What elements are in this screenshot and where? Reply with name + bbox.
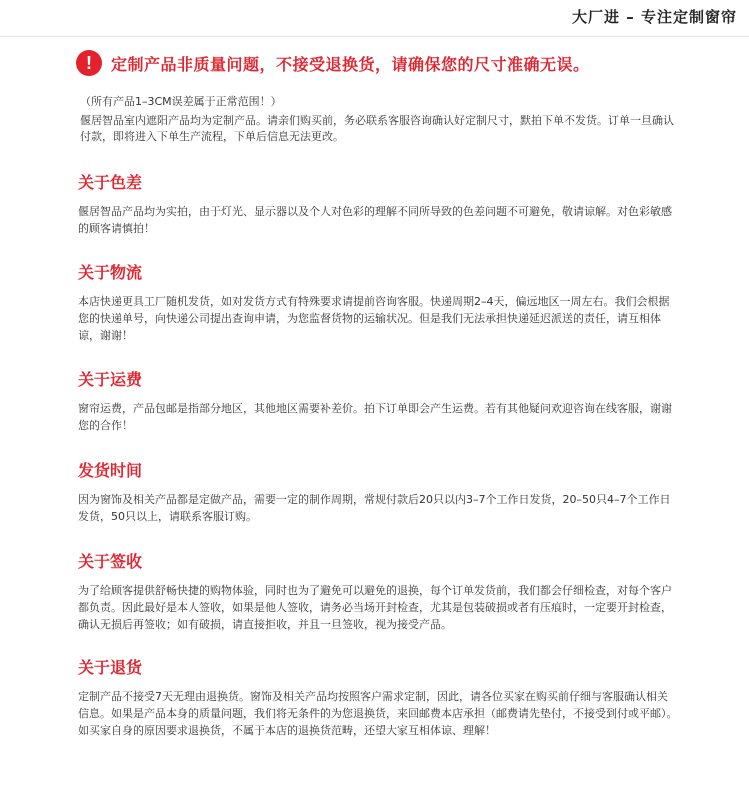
- custom-order-desc: 偃居智品室内遮阳产品均为定制产品。请亲们购买前，务必联系客服咨询确认好定制尺寸，默拍下单不发货。订单一旦确认付款，即将进入下单生产流程，下单后信息无法更改。: [80, 114, 674, 143]
- section-title: 关于色差: [78, 173, 143, 192]
- section-delivery-time: [78, 460, 678, 525]
- notice-intro: [80, 94, 680, 145]
- section-signing: [78, 551, 678, 633]
- section-color-difference: [78, 172, 678, 237]
- notice-title: 定制产品非质量问题，不接受退换货，请确保您的尺寸准确无误。: [111, 54, 590, 74]
- section-title: 关于退货: [78, 658, 143, 677]
- section-body: 定制产品不接受7天无理由退换货。窗饰及相关产品均按照客户需求定制，因此，请各位买家在购买前仔细与客服确认相关信息。如果是产品本身的质量问题，我们将无条件的为您退换货，来回邮费本店承担（邮费请先垫付，不接受到付或平邮）。如买家自身的原因要求退换货，不属于本店的退换货范畴，还望大家互相体谅、理解！: [78, 690, 678, 737]
- section-body: 窗帘运费，产品包邮是指部分地区，其他地区需要补差价。拍下订单即会产生运费。若有其他疑问欢迎咨询在线客服，谢谢您的合作！: [78, 402, 672, 432]
- section-body: 为了给顾客提供舒畅快捷的购物体验，同时也为了避免可以避免的退换，每个订单发货前，我们都会仔细检查，对每个客户都负责。因此最好是本人签收，如果是他人签收，请务必当场开封检查，尤其是包装破损或者有压痕时，一定要开封检查，确认无损后再签收；如有破损，请直接拒收，并且一旦签收，视为接受产品。: [78, 584, 672, 631]
- section-logistics: [78, 262, 678, 344]
- section-returns: [78, 657, 678, 739]
- section-body: 偃居智品产品均为实拍，由于灯光、显示器以及个人对色彩的理解不同所导致的色差问题不可避免，敬请谅解。对色彩敏感的顾客请慎拍！: [78, 205, 672, 235]
- section-title: 关于运费: [78, 370, 143, 389]
- top-bar: [0, 0, 749, 37]
- exclamation-icon: !: [76, 50, 102, 76]
- section-title: 关于签收: [78, 552, 143, 571]
- brand-slogan: 大厂进 – 专注定制窗帘: [572, 8, 737, 26]
- section-title: 关于物流: [78, 263, 143, 282]
- section-title: 发货时间: [78, 461, 143, 480]
- section-body: 本店快递更具工厂随机发货，如对发货方式有特殊要求请提前咨询客服。快递周期2–4天，偏远地区一周左右。我们会根据您的快递单号，向快递公司提出查询申请，为您监督货物的运输状况。但是我们无法承担快递延迟派送的责任，请互相体谅，谢谢！: [78, 295, 670, 342]
- section-body: 因为窗饰及相关产品都是定做产品，需要一定的制作周期，常规付款后20只以内3–7个工作日发货，20–50只4–7个工作日发货，50只以上，请联系客服订购。: [78, 493, 671, 523]
- notice-banner: [76, 50, 590, 76]
- section-shipping-fee: [78, 369, 678, 434]
- tolerance-note: （所有产品1–3CM误差属于正常范围！）: [80, 95, 282, 108]
